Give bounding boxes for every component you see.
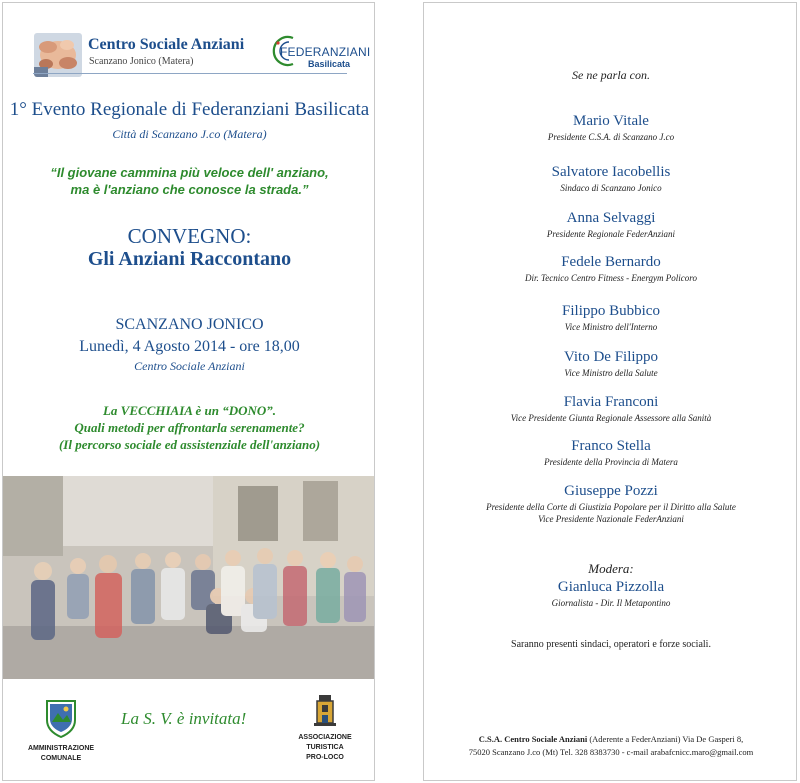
quote-line-2: ma è l'anziano che conosce la strada.” xyxy=(70,182,309,197)
speaker-role: Dir. Tecnico Centro Fitness - Energym Policoro xyxy=(525,273,697,283)
proloco-label-2: TURISTICA xyxy=(306,744,344,751)
org-location: Scanzano Jonico (Matera) xyxy=(89,56,194,67)
speaker-name: Salvatore Iacobellis xyxy=(551,164,671,180)
speaker-role: Presidente della Corte di Giustizia Popolare per il Diritto alla Salute xyxy=(486,502,736,512)
speaker-name: Vito De Filippo xyxy=(563,349,659,365)
proloco-label-1: ASSOCIAZIONE xyxy=(298,734,352,741)
speaker-bernardo xyxy=(424,253,797,284)
group-photo xyxy=(3,476,375,679)
speaker-iacobellis xyxy=(424,163,797,194)
footer-contact xyxy=(424,733,797,759)
speaker-name: Giuseppe Pozzi xyxy=(564,483,658,499)
quote-line-1: “Il giovane cammina più veloce dell' anziano, xyxy=(50,165,329,180)
convegno-title: Gli Anziani Raccontano xyxy=(87,248,292,270)
hands-logo-image xyxy=(34,33,82,77)
invitation-program-panel xyxy=(423,2,797,781)
proloco-tower-icon xyxy=(310,693,340,727)
event-theme xyxy=(3,402,375,453)
header-divider xyxy=(33,73,347,74)
event-venue: Centro Sociale Anziani xyxy=(134,359,245,373)
speaker-role: Sindaco di Scanzano Jonico xyxy=(560,183,662,193)
moderator-role: Giornalista - Dir. Il Metapontino xyxy=(551,598,671,608)
convegno-label: CONVEGNO: xyxy=(127,224,252,248)
closing-note: Saranno presenti sindaci, operatori e forze sociali. xyxy=(511,639,711,650)
municipal-logo xyxy=(19,698,103,763)
event-city: Città di Scanzano J.co (Matera) xyxy=(112,127,267,141)
speaker-franconi xyxy=(424,393,797,424)
quote xyxy=(3,164,375,198)
proloco-label-3: PRO-LOCO xyxy=(306,754,344,761)
proloco-logo xyxy=(297,693,353,762)
theme-line-2: Quali metodi per affrontarla serenamente? xyxy=(74,420,305,435)
speaker-name: Flavia Franconi xyxy=(563,394,659,410)
moderator-name: Gianluca Pizzolla xyxy=(557,579,665,595)
municipal-crest-icon xyxy=(44,698,78,738)
speaker-role: Presidente Regionale FederAnziani xyxy=(546,229,676,239)
moderator-label: Modera: xyxy=(588,561,634,576)
municipal-label-2: COMUNALE xyxy=(40,755,82,762)
municipal-label-1: AMMINISTRAZIONE xyxy=(27,745,95,752)
invitation-text: La S. V. è invitata! xyxy=(121,709,247,728)
speaker-role: Presidente della Provincia di Matera xyxy=(544,457,678,467)
speaker-stella xyxy=(424,437,797,468)
speaker-role: Vice Ministro della Salute xyxy=(564,368,658,378)
event-title: 1° Evento Regionale di Federanziani Basilicata xyxy=(9,99,370,120)
speaker-name: Filippo Bubbico xyxy=(562,303,660,319)
speaker-bubbico xyxy=(424,302,797,333)
speaker-name: Franco Stella xyxy=(571,438,651,454)
speaker-pozzi xyxy=(424,482,797,525)
speaker-name: Anna Selvaggi xyxy=(566,210,656,226)
speaker-role: Vice Ministro dell'Interno xyxy=(564,322,658,332)
event-date: Lunedì, 4 Agosto 2014 - ore 18,00 xyxy=(79,338,300,355)
speakers-intro: Se ne parla con. xyxy=(572,68,650,82)
speaker-role: Vice Presidente Giunta Regionale Assessore alla Sanità xyxy=(510,413,712,423)
footer-org: C.S.A. Centro Sociale Anziani xyxy=(478,734,588,744)
footer-line-1 xyxy=(424,733,797,746)
invitation-front-panel xyxy=(2,2,375,781)
speaker-name: Mario Vitale xyxy=(573,113,649,129)
speaker-selvaggi xyxy=(424,209,797,240)
federanziani-name: FEDERANZIANI xyxy=(280,45,371,59)
speaker-vitale xyxy=(424,112,797,143)
footer-address: (Aderente a FederAnziani) Via De Gasperi 8, xyxy=(589,734,744,744)
speaker-role-secondary: Vice Presidente Nazionale FederAnziani xyxy=(538,514,684,524)
org-name: Centro Sociale Anziani xyxy=(88,36,245,53)
event-place: SCANZANO JONICO xyxy=(115,316,264,333)
theme-line-3: (Il percorso sociale ed assistenziale dell'anziano) xyxy=(58,437,321,452)
federanziani-region: Basilicata xyxy=(308,59,351,69)
footer-line-2: 75020 Scanzano J.co (Mt) Tel. 328 8383730 - c-mail arabafcnicc.maro@gmail.com xyxy=(468,747,754,757)
speaker-de-filippo xyxy=(424,348,797,379)
speaker-role: Presidente C.S.A. di Scanzano J.co xyxy=(547,132,675,142)
theme-line-1: La VECCHIAIA è un “DONO”. xyxy=(102,403,276,418)
speaker-name: Fedele Bernardo xyxy=(561,254,661,270)
